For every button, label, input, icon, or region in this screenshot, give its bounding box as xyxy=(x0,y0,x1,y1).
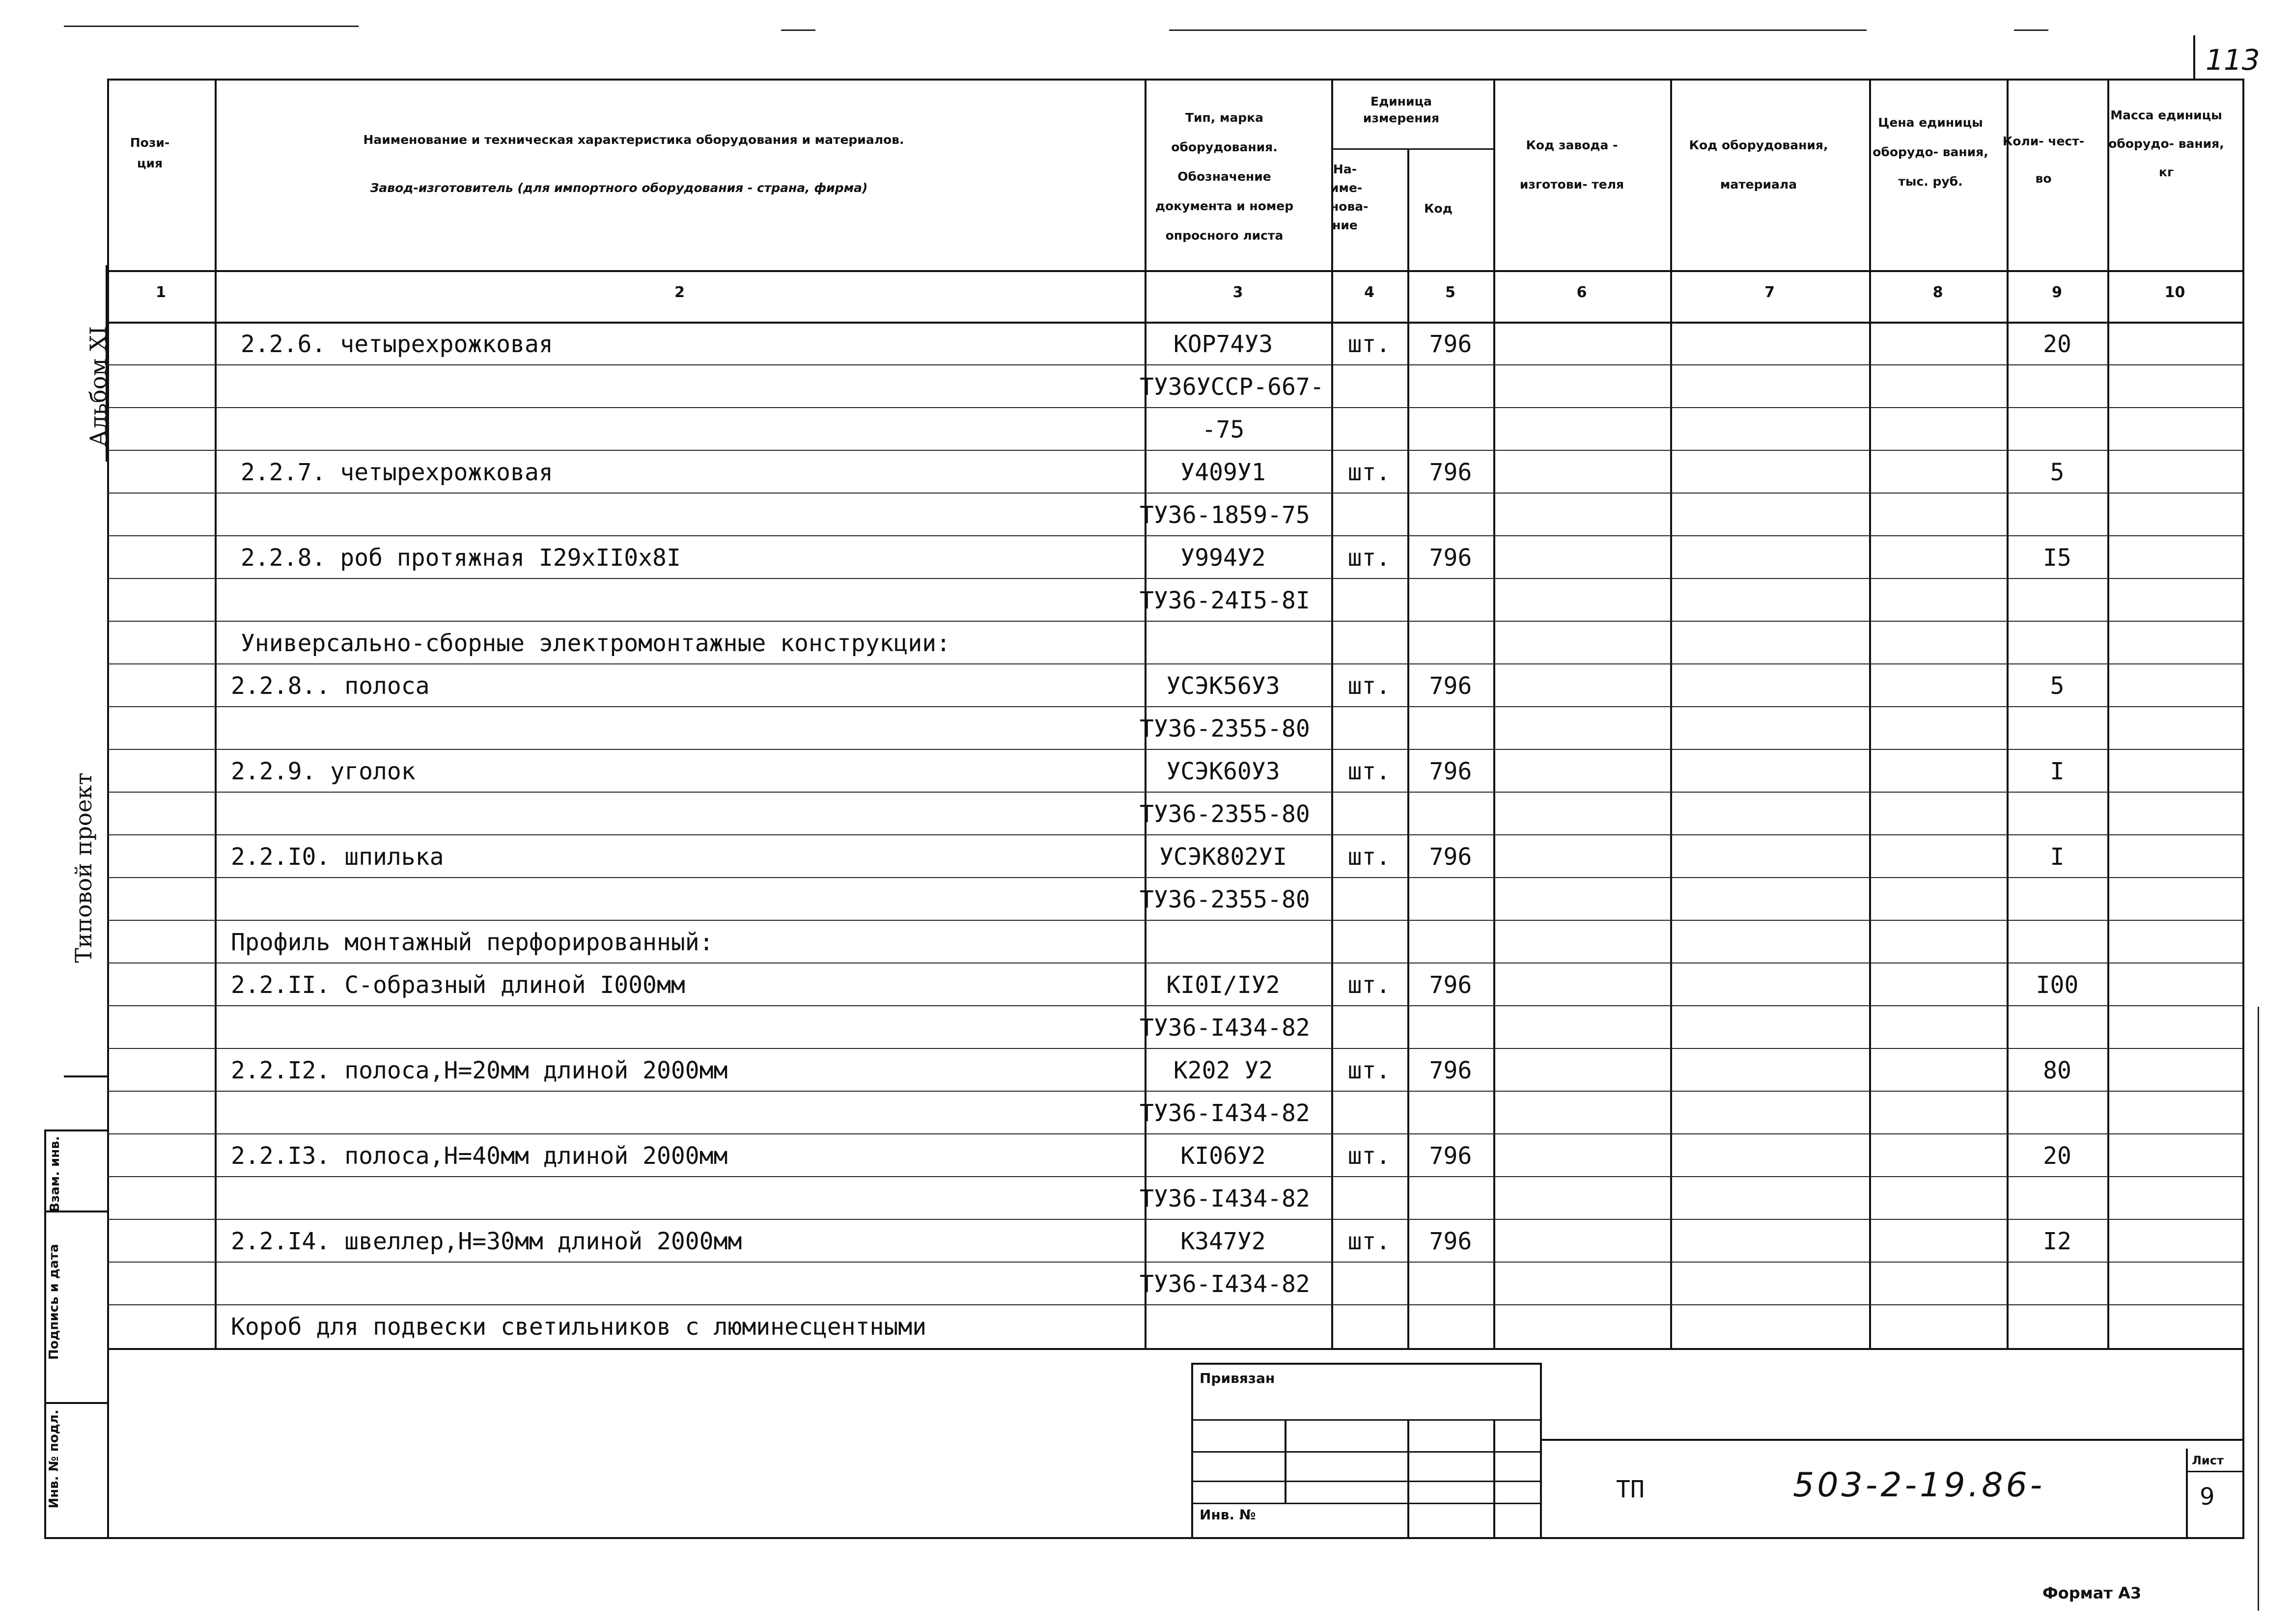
row-divider xyxy=(107,364,2242,365)
row-qty: I2 xyxy=(2043,1228,2071,1255)
row-unit: шт. xyxy=(1347,843,1391,871)
header-col7: Код оборудования, материала xyxy=(1689,138,1828,192)
row-type: -75 xyxy=(1202,416,1245,443)
row-qty: 5 xyxy=(2050,459,2065,486)
row-type: УСЭК56У3 xyxy=(1166,672,1280,700)
stamp-doc-code: 503-2-19.86- xyxy=(1793,1466,2045,1505)
margin-podpis-label: Подпись и дата xyxy=(47,1243,61,1360)
row-unit: шт. xyxy=(1347,758,1391,785)
row-name: 2.2.I4. швеллер,Н=30мм длиной 2000мм xyxy=(231,1228,742,1255)
row-type: К202 У2 xyxy=(1173,1057,1273,1084)
row-divider xyxy=(107,920,2242,921)
header-col9: Коли- чест- во xyxy=(2002,134,2085,186)
row-type: ТУ36УССР-667- xyxy=(1140,373,1324,401)
top-stroke xyxy=(64,26,359,27)
stamp-line xyxy=(1407,1419,1409,1537)
row-name: 2.2.9. уголок xyxy=(231,758,416,785)
row-qty: 5 xyxy=(2050,672,2065,700)
row-qty: 80 xyxy=(2043,1057,2071,1084)
row-name: 2.2.8. роб протяжная I29xII0x8I xyxy=(241,544,681,572)
row-type: ТУ36-2355-80 xyxy=(1140,886,1310,913)
header-col3: Тип, марка оборудования. Обозначение документа и номер опросного листа xyxy=(1155,110,1294,243)
corner-divider xyxy=(2193,35,2195,80)
row-type: ТУ36-I434-82 xyxy=(1140,1100,1310,1127)
row-qty: 20 xyxy=(2043,1142,2071,1170)
stamp-line xyxy=(2186,1449,2188,1537)
top-stroke xyxy=(2014,29,2048,31)
margin-album-label: Альбом XI xyxy=(85,326,112,447)
row-name: 2.2.I3. полоса,Н=40мм длиной 2000мм xyxy=(231,1142,728,1170)
column-number: 3 xyxy=(1232,284,1243,301)
row-name: Профиль монтажный перфорированный: xyxy=(231,929,714,956)
row-type: К347У2 xyxy=(1180,1228,1266,1255)
margin-edge-mark xyxy=(2258,1007,2259,1611)
margin-project-label: Типовой проект xyxy=(70,772,97,963)
header-col2-line1: Наименование и техническая характеристика оборудования и материалов. xyxy=(363,133,904,147)
row-unit: шт. xyxy=(1347,1142,1391,1170)
row-unit: шт. xyxy=(1347,672,1391,700)
row-qty: I00 xyxy=(2036,971,2079,999)
stamp-tp: ТП xyxy=(1616,1476,1645,1503)
stamp-line xyxy=(2186,1471,2242,1472)
row-name: 2.2.I0. шпилька xyxy=(231,843,444,871)
top-stroke xyxy=(1169,29,1867,31)
header-bottom-line xyxy=(107,270,2242,272)
margin-column-line xyxy=(44,1129,46,1537)
stamp-line xyxy=(1540,1363,1542,1537)
row-code: 796 xyxy=(1429,459,1472,486)
row-unit: шт. xyxy=(1347,330,1391,358)
row-divider xyxy=(107,663,2242,664)
margin-inv-label: Инв. № подл. xyxy=(47,1409,61,1509)
header-col6: Код завода - изготови- теля xyxy=(1519,138,1624,192)
row-divider xyxy=(107,1091,2242,1092)
row-unit: шт. xyxy=(1347,1228,1391,1255)
row-code: 796 xyxy=(1429,1057,1472,1084)
row-code: 796 xyxy=(1429,330,1472,358)
stamp-line xyxy=(1540,1439,2242,1441)
header-col10: Масса единицы оборудо- вания, кг xyxy=(2108,108,2224,179)
stamp-inv-no: Инв. № xyxy=(1200,1507,1256,1523)
margin-vzam-label: Взам. инв. xyxy=(48,1136,62,1212)
column-divider xyxy=(1869,79,1871,1348)
row-type: ТУ36-I434-82 xyxy=(1140,1185,1310,1212)
frame-right xyxy=(2242,79,2244,1537)
row-name: 2.2.6. четырехрожковая xyxy=(241,330,553,358)
stamp-line xyxy=(1191,1363,1193,1537)
row-divider xyxy=(107,706,2242,707)
stamp-line xyxy=(1493,1419,1495,1537)
row-type: КI0I/IУ2 xyxy=(1166,971,1280,999)
row-code: 796 xyxy=(1429,1142,1472,1170)
stamp-line xyxy=(1191,1451,1540,1453)
row-divider xyxy=(107,1304,2242,1305)
row-type: ТУ36-1859-75 xyxy=(1140,501,1310,529)
column-divider xyxy=(215,79,217,1348)
column-number: 4 xyxy=(1364,284,1374,301)
row-name: Универсально-сборные электромонтажные конструкции: xyxy=(241,630,950,657)
row-type: ТУ36-2355-80 xyxy=(1140,800,1310,828)
row-divider xyxy=(107,834,2242,835)
row-type: ТУ36-2355-80 xyxy=(1140,715,1310,743)
column-divider xyxy=(2107,79,2109,1348)
column-number: 5 xyxy=(1445,284,1455,301)
row-type: ТУ36-I434-82 xyxy=(1140,1270,1310,1298)
row-code: 796 xyxy=(1429,1228,1472,1255)
stamp-line xyxy=(1191,1363,1540,1365)
column-number: 8 xyxy=(1932,284,1943,301)
row-divider xyxy=(107,1176,2242,1177)
row-type: УСЭК802УI xyxy=(1159,843,1287,871)
row-divider xyxy=(107,535,2242,536)
column-number: 2 xyxy=(674,284,685,301)
row-unit: шт. xyxy=(1347,459,1391,486)
row-divider xyxy=(107,450,2242,451)
header-col1: Пози- ция xyxy=(130,136,170,170)
row-name: 2.2.7. четырехрожковая xyxy=(241,459,553,486)
row-divider xyxy=(107,792,2242,793)
row-qty: I5 xyxy=(2043,544,2071,572)
row-name: 2.2.II. С-образный длиной I000мм xyxy=(231,971,685,999)
stamp-line xyxy=(1191,1419,1540,1421)
stamp-line xyxy=(1285,1419,1286,1503)
row-divider xyxy=(107,877,2242,878)
row-name: Короб для подвески светильников с люминесцентными xyxy=(231,1313,927,1341)
table-bottom-line xyxy=(107,1348,2242,1350)
row-divider xyxy=(107,407,2242,408)
header-col8: Цена единицы оборудо- вания, тыс. руб. xyxy=(1873,115,1988,189)
row-name: 2.2.I2. полоса,Н=20мм длиной 2000мм xyxy=(231,1057,728,1084)
row-code: 796 xyxy=(1429,843,1472,871)
row-code: 796 xyxy=(1429,544,1472,572)
row-unit: шт. xyxy=(1347,544,1391,572)
top-stroke xyxy=(781,29,815,31)
row-unit: шт. xyxy=(1347,1057,1391,1084)
units-group-line xyxy=(1331,148,1493,150)
row-type: У994У2 xyxy=(1180,544,1266,572)
header-col5: Код xyxy=(1424,201,1453,216)
column-number: 9 xyxy=(2052,284,2062,301)
column-number: 7 xyxy=(1764,284,1775,301)
row-divider xyxy=(107,1048,2242,1049)
header-col4: На- имe- нова- ние xyxy=(1330,162,1369,232)
header-units-group: Единица измерения xyxy=(1363,94,1440,125)
colnum-bottom-line xyxy=(107,322,2242,324)
row-divider xyxy=(107,1262,2242,1263)
stamp-list-label: Лист xyxy=(2192,1454,2224,1467)
row-divider xyxy=(107,1005,2242,1006)
row-divider xyxy=(107,493,2242,494)
row-divider xyxy=(107,1133,2242,1134)
frame-top xyxy=(107,79,2244,81)
column-divider xyxy=(1670,79,1672,1348)
row-qty: I xyxy=(2050,843,2065,871)
row-name: 2.2.8.. полоса xyxy=(231,672,430,700)
row-type: ТУ36-24I5-8I xyxy=(1140,587,1310,614)
row-type: КОР74У3 xyxy=(1173,330,1273,358)
header-col2-line2: Завод-изготовитель (для импортного оборудования - страна, фирма) xyxy=(370,181,868,195)
stamp-privyazan: Привязан xyxy=(1200,1370,1275,1386)
column-divider xyxy=(1493,79,1495,1348)
row-code: 796 xyxy=(1429,672,1472,700)
row-code: 796 xyxy=(1429,971,1472,999)
row-type: ТУ36-I434-82 xyxy=(1140,1014,1310,1042)
row-code: 796 xyxy=(1429,758,1472,785)
stamp-line xyxy=(1191,1503,1540,1504)
row-type: У409У1 xyxy=(1180,459,1266,486)
stamp-line xyxy=(1191,1481,1540,1482)
margin-tick xyxy=(64,1075,107,1077)
frame-bottom xyxy=(107,1537,2244,1539)
row-type: КI06У2 xyxy=(1180,1142,1266,1170)
row-qty: I xyxy=(2050,758,2065,785)
row-divider xyxy=(107,578,2242,579)
stamp-list-number: 9 xyxy=(2200,1483,2215,1511)
sheet-corner-number: 113 xyxy=(2206,43,2260,77)
format-label: Формат А3 xyxy=(2042,1584,2142,1602)
row-divider xyxy=(107,621,2242,622)
row-type: УСЭК60У3 xyxy=(1166,758,1280,785)
row-unit: шт. xyxy=(1347,971,1391,999)
row-qty: 20 xyxy=(2043,330,2071,358)
column-number: 10 xyxy=(2164,284,2185,301)
row-divider xyxy=(107,1219,2242,1220)
column-number: 6 xyxy=(1576,284,1587,301)
row-divider xyxy=(107,749,2242,750)
column-number: 1 xyxy=(156,284,166,301)
